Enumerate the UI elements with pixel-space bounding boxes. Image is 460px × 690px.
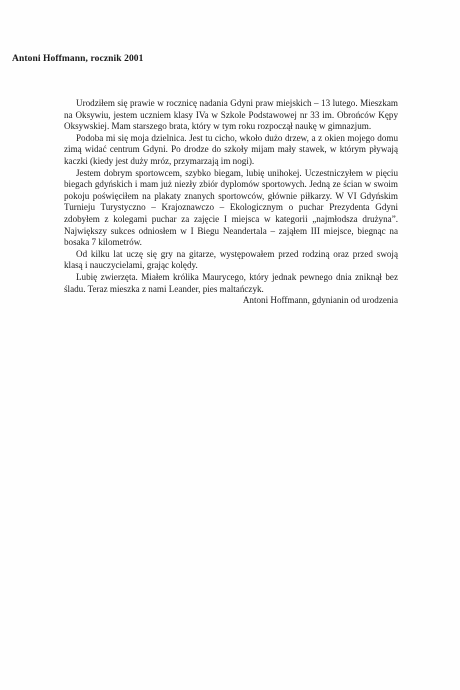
paragraph-birth: Urodziłem się prawie w rocznicę nadania Gdyni praw miejskich – 13 lutego. Mieszkam na Oksywiu, jestem uczniem klasy IVa w Szkole Podstawowej nr 33 im. Obrońców Kępy Oksywskiej. Mam starszego brata, który w tym roku rozpoczął naukę w gimnazjum. — [64, 98, 398, 132]
document-body — [64, 98, 398, 307]
paragraph-sport: Jestem dobrym sportowcem, szybko biegam, lubię unihokej. Uczestniczyłem w pięciu biegach gdyńskich i mam już niezły zbiór dyplomów sportowych. Jedną ze ścian w swoim pokoju poświęciłem na plakaty znanych sportowców, głównie piłkarzy. W VI Gdyńskim Turnieju Turystyczno – Krajoznawczo – Ekologicznym o puchar Prezydenta Gdyni zdobyłem z kolegami puchar za zajęcie I miejsca w kategorii „najmłodsza drużyna”. Największy sukces odniosłem w I Biegu Neandertala – zająłem III miejsce, biegnąc na bosaka 7 kilometrów. — [64, 167, 398, 248]
signature: Antoni Hoffmann, gdynianin od urodzenia — [242, 295, 398, 306]
document-heading: Antoni Hoffmann, rocznik 2001 — [12, 54, 144, 64]
paragraph-guitar: Od kilku lat uczę się gry na gitarze, występowałem przed rodziną oraz przed swoją klasą i nauczycielami, grając kolędy. — [64, 248, 398, 271]
paragraph-animals: Lubię zwierzęta. Miałem królika Maurycego, który jednak pewnego dnia zniknął bez śladu. Teraz mieszka z nami Leander, pies maltańczyk. — [64, 271, 398, 294]
paragraph-district: Podoba mi się moja dzielnica. Jest tu cicho, wkoło dużo drzew, a z okien mojego domu zimą widać centrum Gdyni. Po drodze do szkoły mijam mały stawek, w którym pływają kaczki (kiedy jest duży mróz, przymarzają im nogi). — [64, 132, 398, 166]
